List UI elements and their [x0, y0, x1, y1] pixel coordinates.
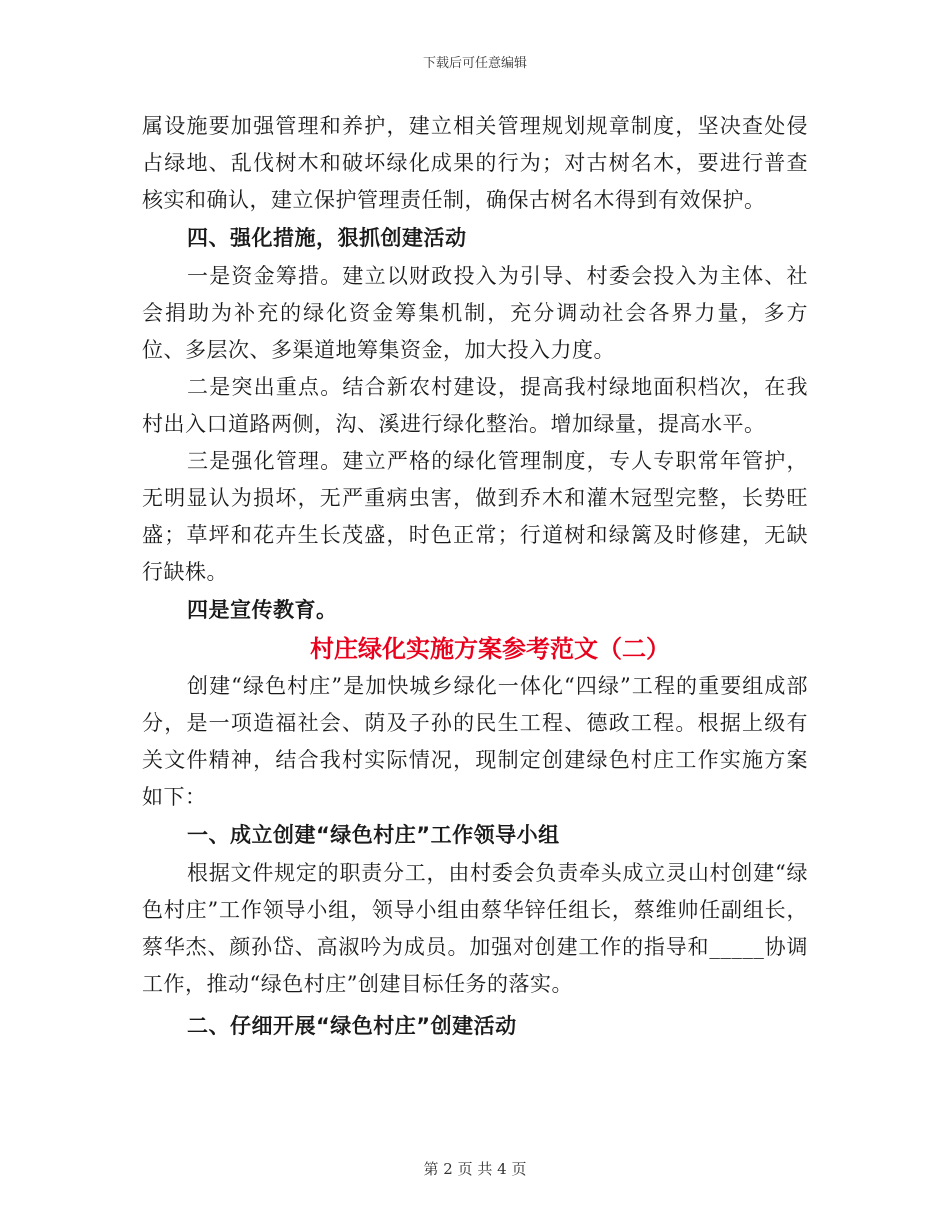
paragraph-focus: 二是突出重点。结合新农村建设，提高我村绿地面积档次，在我村出入口道路两侧，沟、溪进行绿化整治。增加绿量，提高水平。: [142, 375, 808, 436]
paragraph-intro: 创建“绿色村庄”是加快城乡绿化一体化“四绿”工程的重要组成部分，是一项造福社会、荫及子孙的民生工程、德政工程。根据上级有关文件精神，结合我村实际情况，现制定创建绿色村庄工作实施方案如下：: [142, 674, 808, 809]
page-footer: 第 2 页 共 4 页: [423, 1160, 527, 1178]
page-header: 下载后可任意编辑: [422, 56, 527, 71]
document-body: [142, 108, 808, 1046]
paragraph-publicity: 四是宣传教育。: [187, 598, 338, 622]
section-title: 村庄绿化实施方案参考范文（二）: [310, 635, 670, 663]
paragraph-funding: 一是资金筹措。建立以财政投入为引导、村委会投入为主体、社会捐助为补充的绿化资金筹集机制，充分调动社会各界力量，多方位、多层次、多渠道地筹集资金，加大投入力度。: [142, 264, 808, 362]
paragraph-management: 三是强化管理。建立严格的绿化管理制度，专人专职常年管护，无明显认为损坏，无严重病虫害，做到乔木和灌木冠型完整，长势旺盛；草坪和花卉生长茂盛，时色正常；行道树和绿篱及时修建，无缺行缺株。: [142, 449, 808, 584]
paragraph-leadership: 根据文件规定的职责分工，由村委会负责牵头成立灵山村创建“绿色村庄”工作领导小组，领导小组由蔡华锌任组长，蔡维帅任副组长，蔡华杰、颜孙岱、高淑吟为成员。加强对创建工作的指导和_____协调工作，推动“绿色村庄”创建目标任务的落实。: [142, 861, 808, 996]
heading-section-four: 四、强化措施，狠抓创建活动: [187, 226, 467, 250]
heading-section-two: 二、仔细开展“绿色村庄”创建活动: [187, 1014, 517, 1038]
heading-section-one: 一、成立创建“绿色村庄”工作领导小组: [187, 823, 560, 847]
paragraph-continuation: 属设施要加强管理和养护，建立相关管理规划规章制度，坚决查处侵占绿地、乱伐树木和破坏绿化成果的行为；对古树名木，要进行普查核实和确认，建立保护管理责任制，确保古树名木得到有效保护。: [142, 114, 808, 212]
